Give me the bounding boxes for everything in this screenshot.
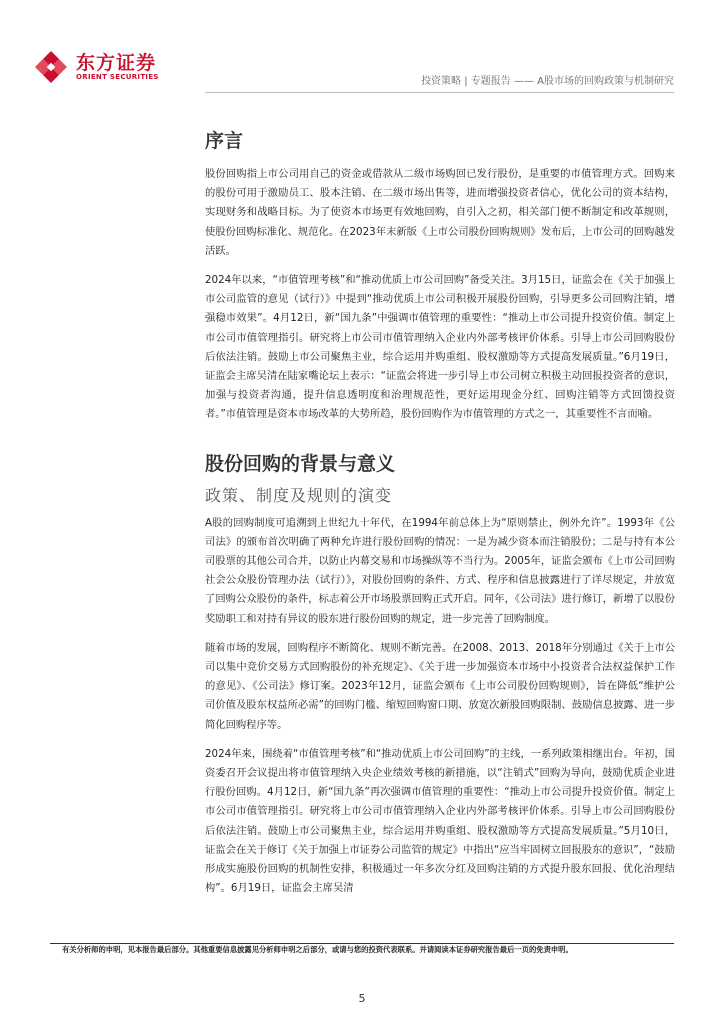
- preface-heading: 序言: [205, 130, 244, 152]
- background-paragraph: 2024年来，围绕着“市值管理考核”和“推动优质上市公司回购”的主线，一系列政策相继出台。年初，国资委召开会议提出将市值管理纳入央企业绩效考核的新措施，以“注销式”回购为导向，鼓励优质企业进行股份回购。4月12日，新“国九条”再次强调市值管理的重要性：“推动上市公司提升投资价值。制定上市公司市值管理指引。研究将上市公司市值管理纳入企业内外部考核评价体系。引导上市公司回购股份后依法注销。鼓励上市公司聚焦主业，综合运用并购重组、股权激励等方式提高发展质量。”5月10日，证监会在关于修订《关于加强上市证券公司监管的规定》中指出“应当牢固树立回报股东的意识”，“鼓励形成实施股份回购的机制性安排，积极通过一年多次分红及回购注销的方式提升股东回报、优化治理结构”。6月19日，证监会主席吴清: [205, 747, 675, 895]
- breadcrumb: 投资策略 | 专题报告 —— A股市场的回购政策与机制研究: [421, 76, 674, 87]
- company-logo: [34, 48, 164, 88]
- page-number: 5: [358, 992, 366, 1005]
- analyst-disclaimer: 有关分析师的申明，见本报告最后部分。其他重要信息披露见分析师申明之后部分，或请与您的投资代表联系。并请阅读本证券研究报告最后一页的免责申明。: [62, 945, 573, 954]
- preface-paragraph: 股份回购指上市公司用自己的资金或借款从二级市场购回已发行股份，是重要的市值管理方式。回购来的股份可用于激励员工、股本注销、在二级市场出售等，进而增强投资者信心，优化公司的资本结构，实现财务和战略目标。为了使资本市场更有效地回购，自引入之初，相关部门便不断制定和改革规则，使股份回购标准化、规范化。在2023年末新版《上市公司股份回购规则》发布后，上市公司的回购越发活跃。: [205, 168, 675, 257]
- background-paragraph: A股的回购制度可追溯到上世纪九十年代，在1994年前总体上为“原则禁止，例外允许”。1993年《公司法》的颁布首次明确了两种允许进行股份回购的情况：一是为减少资本而注销股份；二是与持有本公司股票的其他公司合并，以防止内幕交易和市场操纵等不当行为。2005年，证监会颁布《上市公司回购社会公众股份管理办法（试行）》，对股份回购的条件、方式、程序和信息披露进行了详尽规定，并放宽了回购公众股份的条件，标志着公开市场股票回购正式开启。同年，《公司法》进行修订，新增了以股份奖励职工和对持有异议的股东进行股份回购的规定，进一步完善了回购制度。: [205, 516, 675, 625]
- header-divider: [205, 92, 674, 93]
- preface-paragraph: 2024年以来，“市值管理考核”和“推动优质上市公司回购”备受关注。3月15日，证监会在《关于加强上市公司监管的意见（试行）》中提到“推动优质上市公司积极开展股份回购，引导更多公司回购注销，增强稳市效果”。4月12日，新“国九条”中强调市值管理的重要性：“推动上市公司提升投资价值。制定上市公司市值管理指引。研究将上市公司市值管理纳入企业内外部考核评价体系。引导上市公司回购股份后依法注销。鼓励上市公司聚焦主业，综合运用并购重组、股权激励等方式提高发展质量。”6月19日，证监会主席吴清在陆家嘴论坛上表示：“证监会将进一步引导上市公司树立积极主动回报投资者的意识，加强与投资者沟通，提升信息透明度和治理规范性，更好运用现金分红、回购注销等方式回馈投资者。”市值管理是资本市场改革的大势所趋，股份回购作为市值管理的方式之一，其重要性不言而喻。: [205, 274, 675, 421]
- background-paragraph: 随着市场的发展，回购程序不断简化、规则不断完善。在2008、2013、2018年分别通过《关于上市公司以集中竞价交易方式回购股份的补充规定》、《关于进一步加强资本市场中小投资者合法权益保护工作的意见》、《公司法》修订案。2023年12月，证监会颁布《上市公司股份回购规则》，旨在降低“维护公司价值及股东权益所必需”的回购门槛、缩短回购窗口期、放宽次新股回购限制、鼓励信息披露、进一步简化回购程序等。: [205, 641, 675, 731]
- company-name-en: ORIENT SECURITIES: [76, 73, 159, 81]
- company-name-cn: 东方证券: [76, 52, 157, 74]
- footer-divider: [50, 943, 674, 944]
- policy-evolution-subheading: 政策、制度及规则的演变: [205, 485, 393, 505]
- report-body: [205, 128, 675, 909]
- background-heading: 股份回购的背景与意义: [205, 452, 396, 475]
- orient-securities-logo-icon: [34, 50, 68, 84]
